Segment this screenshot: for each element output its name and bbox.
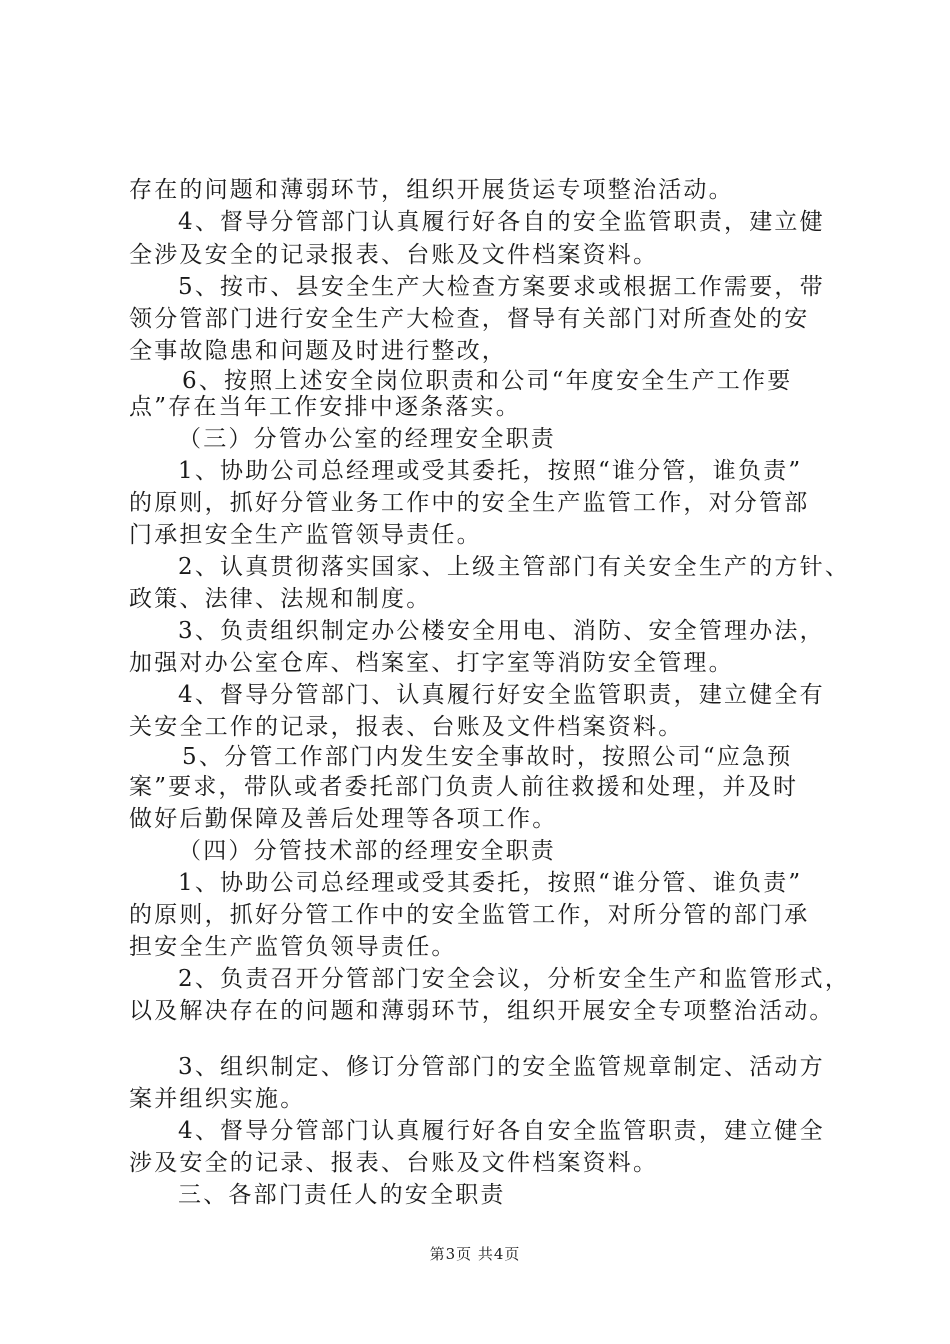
text-line: 案并组织实施。 — [129, 1086, 306, 1112]
text-line: 涉及安全的记录、报表、台账及文件档案资料。 — [129, 1150, 659, 1176]
text-line: 关安全工作的记录，报表、台账及文件档案资料。 — [129, 714, 684, 740]
text-line: 3、组织制定、修订分管部门的安全监管规章制定、活动方 — [178, 1054, 825, 1080]
text-line: 的原则，抓好分管工作中的安全监管工作，对所分管的部门承 — [129, 902, 810, 928]
section-heading: 三、各部门责任人的安全职责 — [178, 1182, 506, 1208]
text-line: 4、督导分管部门、认真履行好安全监管职责，建立健全有 — [178, 682, 825, 708]
text-line: 4、督导分管部门认真履行好各自的安全监管职责，建立健 — [178, 209, 825, 235]
text-line: 2、负责召开分管部门安全会议，分析安全生产和监管形式， — [178, 966, 851, 992]
text-line: 全事故隐患和问题及时进行整改， — [129, 338, 507, 364]
text-line: 门承担安全生产监管领导责任。 — [129, 522, 482, 548]
text-line: 5、分管工作部门内发生安全事故时，按照公司“应急预 — [182, 744, 793, 770]
text-line: 1、协助公司总经理或受其委托，按照“谁分管、谁负责” — [178, 870, 803, 896]
page-number-footer: 第3页 共4页 — [429, 1245, 521, 1263]
text-line: 6、按照上述安全岗位职责和公司“年度安全生产工作要 — [182, 368, 793, 394]
section-heading: （四）分管技术部的经理安全职责 — [178, 838, 556, 864]
text-line: 案”要求，带队或者委托部门负责人前往救援和处理，并及时 — [129, 774, 799, 800]
text-line: 领分管部门进行安全生产大检查，督导有关部门对所查处的安 — [129, 306, 810, 332]
text-line: 政策、法律、法规和制度。 — [129, 586, 432, 612]
text-line: 点”存在当年工作安排中逐条落实。 — [129, 394, 521, 420]
text-line: 2、认真贯彻落实国家、上级主管部门有关安全生产的方针、 — [178, 554, 851, 580]
text-line: 4、督导分管部门认真履行好各自安全监管职责，建立健全 — [178, 1118, 825, 1144]
text-line: 的原则，抓好分管业务工作中的安全生产监管工作，对分管部 — [129, 490, 810, 516]
text-line: 加强对办公室仓库、档案室、打字室等消防安全管理。 — [129, 650, 734, 676]
text-line: 做好后勤保障及善后处理等各项工作。 — [129, 806, 558, 832]
text-line: 3、负责组织制定办公楼安全用电、消防、安全管理办法， — [178, 618, 825, 644]
section-heading: （三）分管办公室的经理安全职责 — [178, 426, 556, 452]
text-line: 1、协助公司总经理或受其委托，按照“谁分管，谁负责” — [178, 458, 803, 484]
text-line: 存在的问题和薄弱环节，组织开展货运专项整治活动。 — [129, 177, 734, 203]
text-line: 以及解决存在的问题和薄弱环节，组织开展安全专项整治活动。 — [129, 998, 835, 1024]
text-line: 担安全生产监管负领导责任。 — [129, 934, 457, 960]
text-line: 全涉及安全的记录报表、台账及文件档案资料。 — [129, 242, 659, 268]
text-line: 5、按市、县安全生产大检查方案要求或根据工作需要，带 — [178, 274, 825, 300]
